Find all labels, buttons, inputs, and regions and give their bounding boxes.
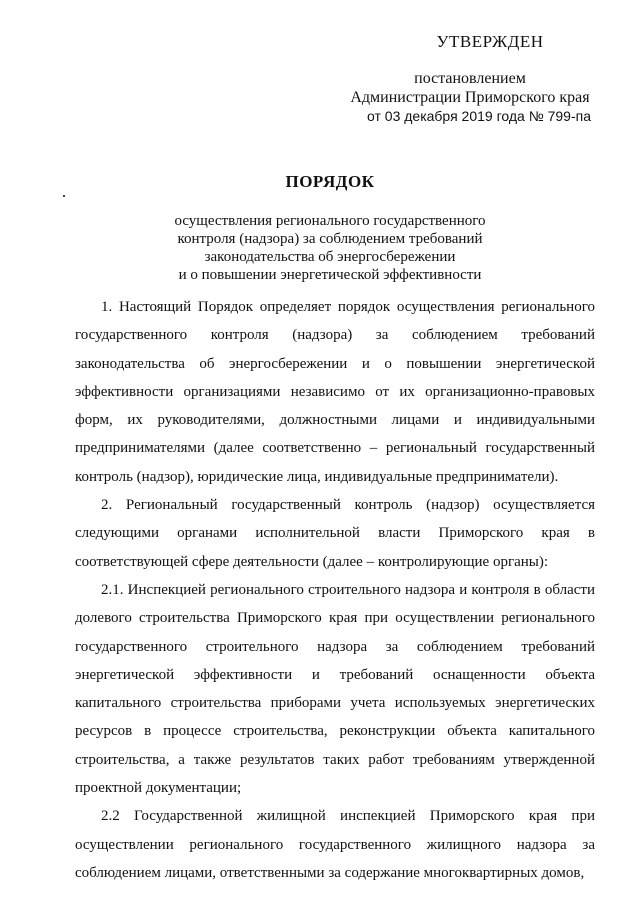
subtitle-line: контроля (надзора) за соблюдением требований bbox=[177, 231, 483, 247]
approval-stamp-block bbox=[330, 32, 610, 126]
paragraph-2-1: 2.1. Инспекцией регионального строительного надзора и контроля в области долевого строительства Приморского края при осуществлении регионального государственного строительного надзора за соблюдением требований энергетической эффективности и требований оснащенности объекта капитального строительства приборами учета используемых энергетических ресурсов в процессе строительства, реконструкции объекта капитального строительства, а также результатов таких работ требованиям утвержденной проектной документации; bbox=[75, 581, 595, 797]
scan-speck bbox=[63, 195, 65, 197]
document-title-block bbox=[80, 172, 580, 284]
subtitle-line: осуществления регионального государственного bbox=[174, 213, 486, 229]
document-title: ПОРЯДОК bbox=[285, 172, 375, 191]
document-subtitle bbox=[80, 212, 580, 284]
approval-line-2: Администрации Приморского края bbox=[350, 89, 590, 106]
paragraph-2-2: 2.2 Государственной жилищной инспекцией Приморского края при осуществлении регионального государственного жилищного надзора за соблюдением лицами, ответственными за содержание многоквартирных домов, bbox=[75, 808, 595, 881]
approval-date-number: от 03 декабря 2019 года № 799-па bbox=[367, 108, 591, 124]
subtitle-line: законодательства об энергосбережении bbox=[204, 249, 456, 265]
approved-heading: УТВЕРЖДЕН bbox=[436, 32, 544, 51]
paragraph-2: 2. Региональный государственный контроль (надзор) осуществляется следующими органами исполнительной власти Приморского края в соответствующей сфере деятельности (далее – контролирующие органы): bbox=[75, 497, 595, 570]
approval-line-1: постановлением bbox=[414, 70, 526, 87]
subtitle-line: и о повышении энергетической эффективности bbox=[178, 267, 482, 283]
paragraph-1: 1. Настоящий Порядок определяет порядок осуществления регионального государственного контроля (надзора) за соблюдением требований законодательства об энергосбережении и о повышении энергетической эффективности организациями независимо от их организационно-правовых форм, их руководителями, должностными лицами и индивидуальными предпринимателями (далее соответственно – региональный государственный контроль (надзор), юридические лица, индивидуальные предприниматели). bbox=[75, 299, 595, 485]
document-body bbox=[75, 293, 595, 887]
